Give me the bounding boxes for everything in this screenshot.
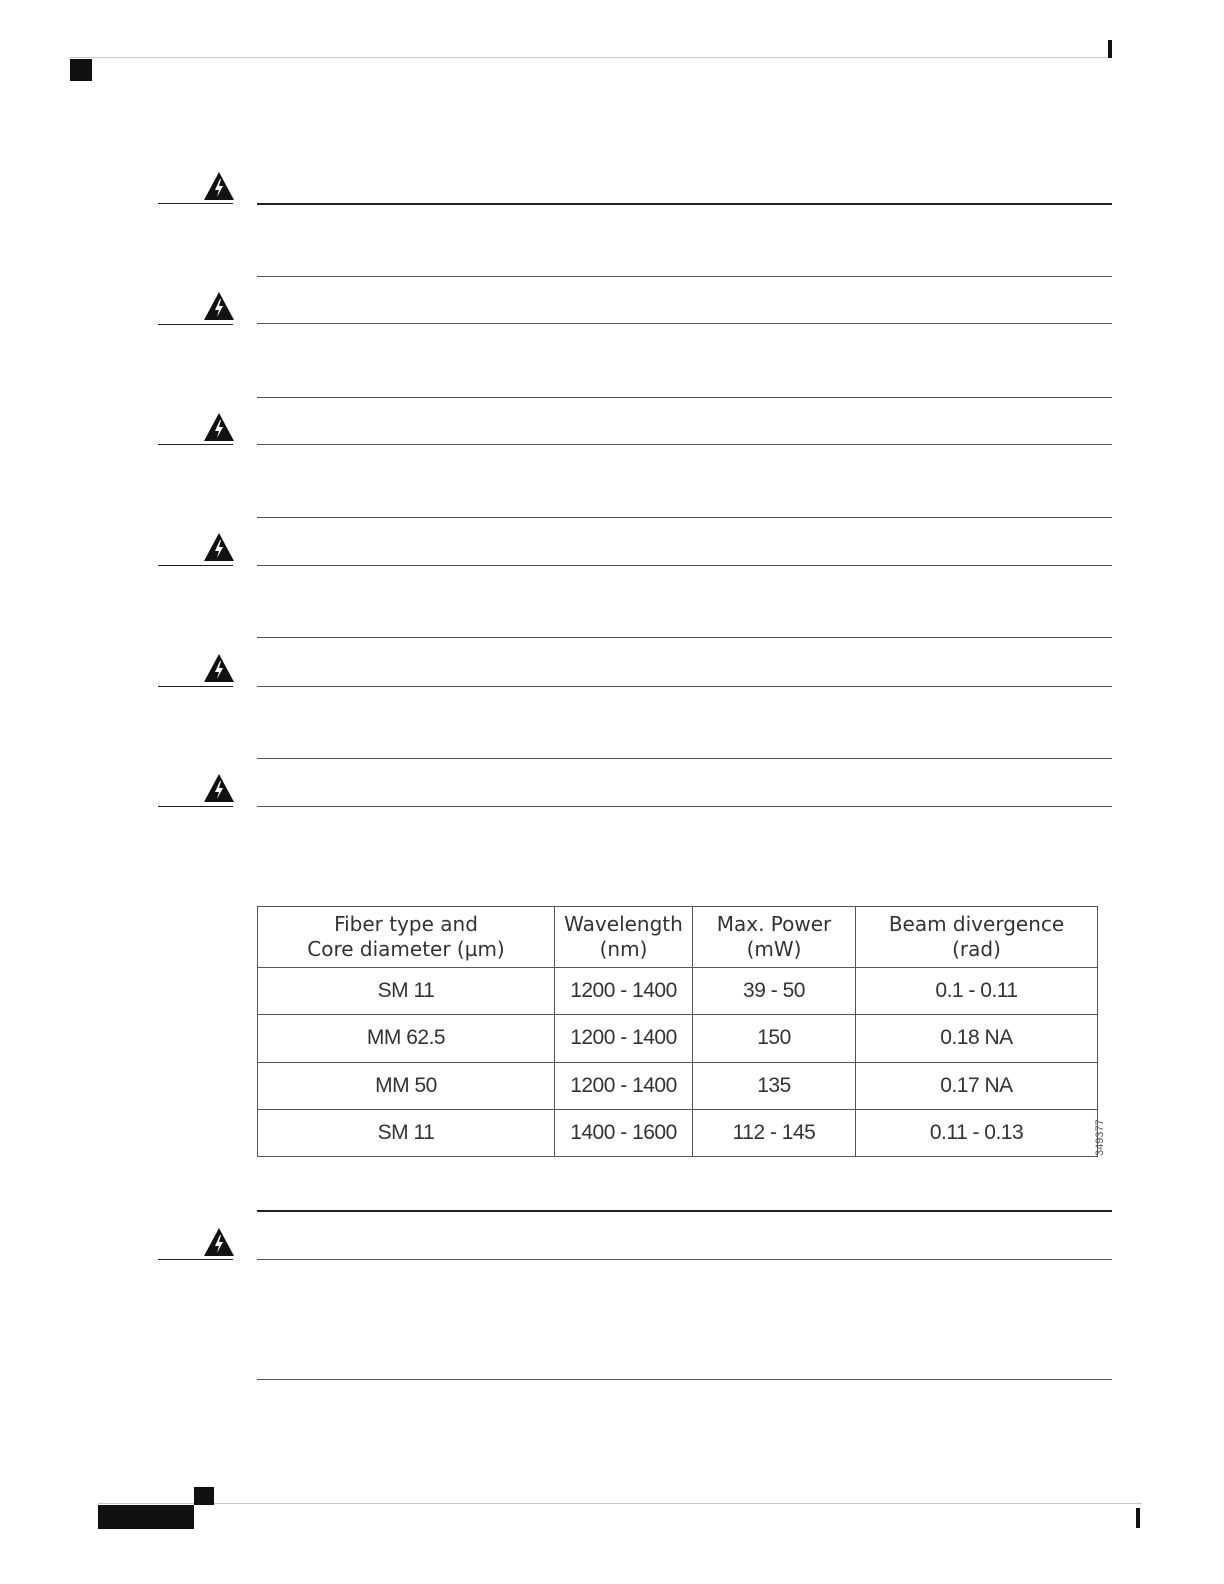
warning-icon (203, 773, 235, 803)
table-header-row (258, 907, 1098, 968)
warning-rule-bottom (257, 276, 1112, 277)
warning-rule-short (158, 203, 233, 204)
warning-icon (203, 532, 235, 562)
header-max-power: Max. Power (mW) (693, 907, 856, 968)
header-tick (1108, 40, 1112, 58)
header-fiber-type: Fiber type and Core diameter (µm) (258, 907, 555, 968)
warning-rule-bottom (257, 758, 1112, 759)
cell-fiber-type: MM 50 (258, 1062, 555, 1109)
footer-rule (98, 1503, 1142, 1504)
header-rule (70, 57, 1112, 58)
figure-id: 349377 (1094, 1119, 1106, 1156)
warning-rule-bottom (257, 517, 1112, 518)
table-row (258, 968, 1098, 1015)
cell-fiber-type: MM 62.5 (258, 1015, 555, 1062)
cell-beam-divergence: 0.18 NA (856, 1015, 1098, 1062)
warning-rule-top-separator (257, 1210, 1112, 1212)
warning-rule-short (158, 686, 233, 687)
cell-wavelength: 1200 - 1400 (555, 1015, 693, 1062)
cell-fiber-type: SM 11 (258, 1109, 555, 1156)
cell-max-power: 150 (693, 1015, 856, 1062)
cell-wavelength: 1200 - 1400 (555, 1062, 693, 1109)
cell-beam-divergence: 0.11 - 0.13 (856, 1109, 1098, 1156)
cell-wavelength: 1200 - 1400 (555, 968, 693, 1015)
warning-rule-short (158, 324, 233, 325)
warning-rule-top (257, 565, 1112, 566)
warning-rule-bottom (257, 397, 1112, 398)
warning-rule-top (257, 806, 1112, 807)
warning-rule-bottom (257, 637, 1112, 638)
table-row (258, 1015, 1098, 1062)
laser-spec-table (257, 906, 1098, 1157)
warning-rule-top (257, 444, 1112, 445)
warning-rule-short (158, 444, 233, 445)
warning-rule-short (158, 806, 233, 807)
footer-page-tab (98, 1505, 194, 1529)
warning-icon (203, 171, 235, 201)
warning-rule-short (158, 1259, 233, 1260)
header-beam-divergence: Beam divergence (rad) (856, 907, 1098, 968)
footer-marker (194, 1487, 214, 1505)
warning-rule-top (257, 203, 1112, 205)
footer-tick (1136, 1508, 1140, 1528)
cell-max-power: 39 - 50 (693, 968, 856, 1015)
cell-fiber-type: SM 11 (258, 968, 555, 1015)
warning-rule-top (257, 323, 1112, 324)
warning-rule-top (257, 686, 1112, 687)
cell-wavelength: 1400 - 1600 (555, 1109, 693, 1156)
cell-max-power: 112 - 145 (693, 1109, 856, 1156)
table-row (258, 1109, 1098, 1156)
cell-max-power: 135 (693, 1062, 856, 1109)
warning-rule-bottom (257, 1379, 1112, 1380)
warning-rule-short (158, 565, 233, 566)
header-wavelength: Wavelength (nm) (555, 907, 693, 968)
cell-beam-divergence: 0.1 - 0.11 (856, 968, 1098, 1015)
table-row (258, 1062, 1098, 1109)
cell-beam-divergence: 0.17 NA (856, 1062, 1098, 1109)
warning-icon (203, 1227, 235, 1257)
warning-icon (203, 412, 235, 442)
warning-rule-top (257, 1259, 1112, 1260)
header-marker (70, 59, 92, 81)
warning-icon (203, 653, 235, 683)
warning-icon (203, 291, 235, 321)
